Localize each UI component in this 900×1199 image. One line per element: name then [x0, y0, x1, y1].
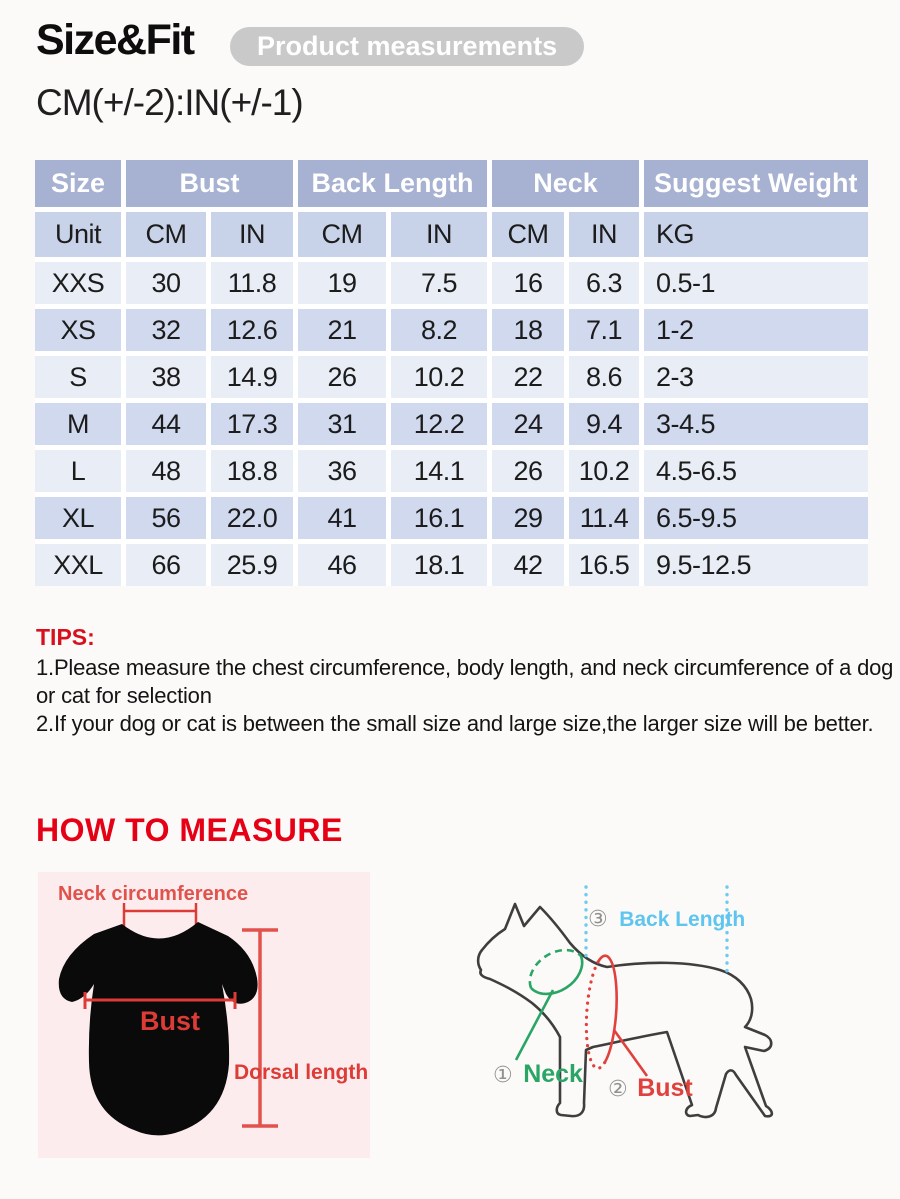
shirt-dorsal-label: Dorsal length [234, 1061, 369, 1084]
value-cell: 18 [492, 309, 564, 351]
tips-heading: TIPS: [36, 624, 95, 650]
unit-cell: CM [298, 212, 386, 257]
tip-item: 2.If your dog or cat is between the small size and large size,the larger size will be better. [36, 711, 874, 736]
col-group-bust: Bust [126, 160, 293, 207]
weight-cell: 1-2 [644, 309, 868, 351]
value-cell: 10.2 [569, 450, 639, 492]
unit-cell: IN [569, 212, 639, 257]
size-cell: XL [35, 497, 121, 539]
size-cell: M [35, 403, 121, 445]
unit-cell: IN [391, 212, 487, 257]
shirt-neck-label: Neck circumference [58, 883, 249, 905]
unit-cell: CM [492, 212, 564, 257]
size-table [35, 160, 868, 586]
tip-item: 1.Please measure the chest circumference, body length, and neck circumference of a dog or cat for selection [36, 655, 894, 708]
value-cell: 44 [126, 403, 206, 445]
value-cell: 32 [126, 309, 206, 351]
col-group-neck: Neck [492, 160, 639, 207]
value-cell: 29 [492, 497, 564, 539]
value-cell: 11.8 [211, 262, 293, 304]
value-cell: 6.3 [569, 262, 639, 304]
value-cell: 12.2 [391, 403, 487, 445]
unit-cell: KG [644, 212, 868, 257]
value-cell: 10.2 [391, 356, 487, 398]
value-cell: 42 [492, 544, 564, 586]
value-cell: 25.9 [211, 544, 293, 586]
size-cell: S [35, 356, 121, 398]
value-cell: 66 [126, 544, 206, 586]
value-cell: 22.0 [211, 497, 293, 539]
how-to-measure-heading: HOW TO MEASURE [36, 812, 343, 848]
weight-cell: 4.5-6.5 [644, 450, 868, 492]
weight-cell: 2-3 [644, 356, 868, 398]
value-cell: 16.1 [391, 497, 487, 539]
value-cell: 14.9 [211, 356, 293, 398]
value-cell: 38 [126, 356, 206, 398]
value-cell: 24 [492, 403, 564, 445]
size-cell: XXL [35, 544, 121, 586]
unit-cell: IN [211, 212, 293, 257]
value-cell: 46 [298, 544, 386, 586]
size-cell: XS [35, 309, 121, 351]
unit-cell: CM [126, 212, 206, 257]
weight-cell: 0.5-1 [644, 262, 868, 304]
value-cell: 30 [126, 262, 206, 304]
col-group-size: Size [35, 160, 121, 207]
value-cell: 11.4 [569, 497, 639, 539]
value-cell: 41 [298, 497, 386, 539]
shirt-bust-label: Bust [140, 1006, 200, 1036]
value-cell: 14.1 [391, 450, 487, 492]
size-cell: XXS [35, 262, 121, 304]
tips-section [36, 624, 896, 738]
value-cell: 18.8 [211, 450, 293, 492]
value-cell: 36 [298, 450, 386, 492]
shirt-measure-diagram [38, 872, 370, 1158]
value-cell: 17.3 [211, 403, 293, 445]
value-cell: 16 [492, 262, 564, 304]
value-cell: 21 [298, 309, 386, 351]
value-cell: 18.1 [391, 544, 487, 586]
value-cell: 22 [492, 356, 564, 398]
dog-neck-label: ① Neck [493, 1060, 583, 1088]
value-cell: 9.4 [569, 403, 639, 445]
value-cell: 7.1 [569, 309, 639, 351]
value-cell: 31 [298, 403, 386, 445]
weight-cell: 6.5-9.5 [644, 497, 868, 539]
weight-cell: 9.5-12.5 [644, 544, 868, 586]
value-cell: 8.2 [391, 309, 487, 351]
value-cell: 7.5 [391, 262, 487, 304]
col-group-suggest-weight: Suggest Weight [644, 160, 868, 207]
value-cell: 8.6 [569, 356, 639, 398]
value-cell: 12.6 [211, 309, 293, 351]
value-cell: 56 [126, 497, 206, 539]
dog-measure-diagram [468, 875, 900, 1175]
col-group-back-length: Back Length [298, 160, 487, 207]
weight-cell: 3-4.5 [644, 403, 868, 445]
dog-bust-label: ② Bust [608, 1074, 693, 1102]
unit-cell: Unit [35, 212, 121, 257]
value-cell: 48 [126, 450, 206, 492]
value-cell: 26 [298, 356, 386, 398]
value-cell: 26 [492, 450, 564, 492]
product-measurements-badge: Product measurements [230, 27, 584, 66]
page-title: Size&Fit [36, 16, 194, 64]
value-cell: 19 [298, 262, 386, 304]
tolerance-note: CM(+/-2):IN(+/-1) [36, 82, 303, 123]
value-cell: 16.5 [569, 544, 639, 586]
size-cell: L [35, 450, 121, 492]
dog-back-length-label: ③ Back Length [588, 906, 746, 931]
